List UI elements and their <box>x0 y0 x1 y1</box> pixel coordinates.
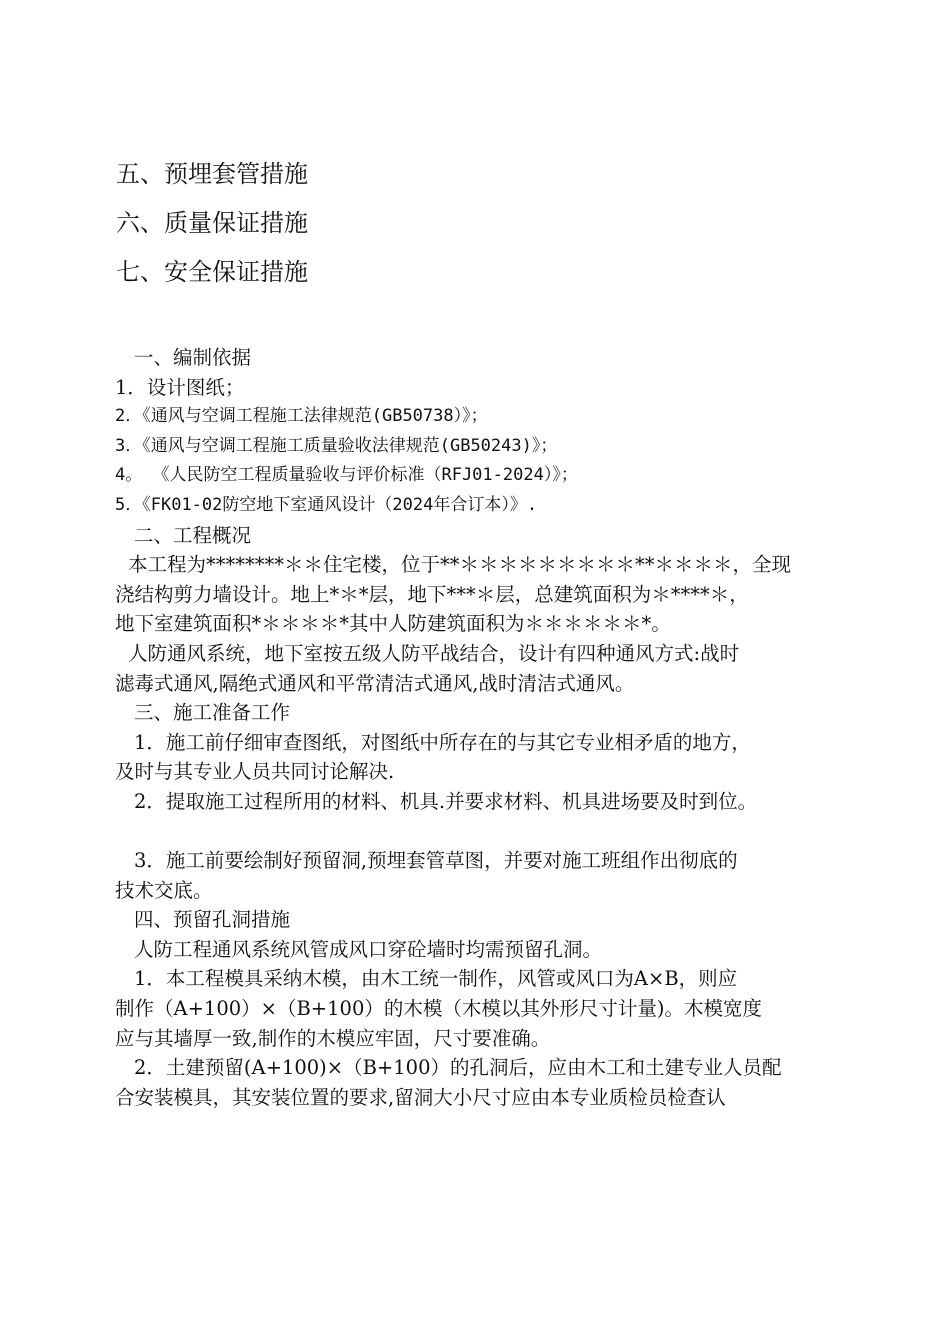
paragraph-line: 2．提取施工过程所用的材料、机具.并要求材料、机具进场要及时到位。 <box>134 789 758 813</box>
paragraph-line: 及时与其专业人员共同讨论解决. <box>115 760 395 784</box>
list-item: 2．《通风与空调工程施工法律规范(GB50738）》； <box>115 406 488 427</box>
list-item: 3．《通风与空调工程施工质量验收法律规范(GB50243)》； <box>115 435 558 456</box>
paragraph-line: 滤毒式通风,隔绝式通风和平常清洁式通风,战时清洁式通风。 <box>115 671 635 695</box>
blank-line <box>115 817 840 847</box>
paragraph-line: 本工程为********＊＊住宅楼，位于**＊＊＊＊＊＊＊＊＊**＊＊＊＊，全现 <box>128 553 792 577</box>
paragraph-line: 制作（A+100）×（B+100）的木模（木模以其外形尺寸计量)。木模宽度 <box>115 997 762 1021</box>
section-heading-1: 一、编制依据 <box>134 346 252 369</box>
paragraph-line: 技术交底。 <box>115 878 213 902</box>
paragraph-line: 合安装模具，其安装位置的要求,留洞大小尺寸应由本专业质检员检查认 <box>115 1085 726 1109</box>
paragraph-line: 人防通风系统，地下室按五级人防平战结合，设计有四种通风方式:战时 <box>128 641 740 665</box>
section-heading-3: 三、施工准备工作 <box>134 701 291 725</box>
toc-item-5: 五、预埋套管措施 <box>116 160 308 188</box>
list-item: 5．《FK01-02防空地下室通风设计（2024年合订本）》. <box>115 494 538 515</box>
section-heading-2: 二、工程概况 <box>134 523 252 547</box>
paragraph-line: 3．施工前要绘制好预留洞,预埋套管草图，并要对施工班组作出彻底的 <box>134 849 738 873</box>
section-heading-4: 四、预留孔洞措施 <box>134 908 291 932</box>
table-of-contents <box>116 150 308 297</box>
paragraph-line: 1．施工前仔细审查图纸，对图纸中所存在的与其它专业相矛盾的地方， <box>134 730 751 754</box>
paragraph-line: 1．本工程模具采纳木模，由木工统一制作，风管或风口为A×B，则应 <box>134 967 738 991</box>
list-item: 1．设计图纸； <box>115 375 245 399</box>
toc-item-6: 六、质量保证措施 <box>116 209 308 237</box>
toc-item-7: 七、安全保证措施 <box>116 258 308 286</box>
paragraph-line: 地下室建筑面积*＊＊＊＊*其中人防建筑面积为＊＊＊＊＊＊*。 <box>115 612 671 636</box>
paragraph-line: 浇结构剪力墙设计。地上*＊*层，地下***＊层，总建筑面积为＊****＊， <box>115 582 749 606</box>
list-item: 4。 《人民防空工程质量验收与评价标准（RFJ01-2024）》； <box>115 465 578 486</box>
paragraph-line: 人防工程通风系统风管成风口穿砼墙时均需预留孔洞。 <box>134 937 603 961</box>
paragraph-line: 应与其墙厚一致,制作的木模应牢固，尺寸要准确。 <box>115 1026 551 1050</box>
document-body <box>115 343 840 1112</box>
paragraph-line: 2．土建预留(A+100)×（B+100）的孔洞后，应由木工和土建专业人员配 <box>134 1056 782 1080</box>
